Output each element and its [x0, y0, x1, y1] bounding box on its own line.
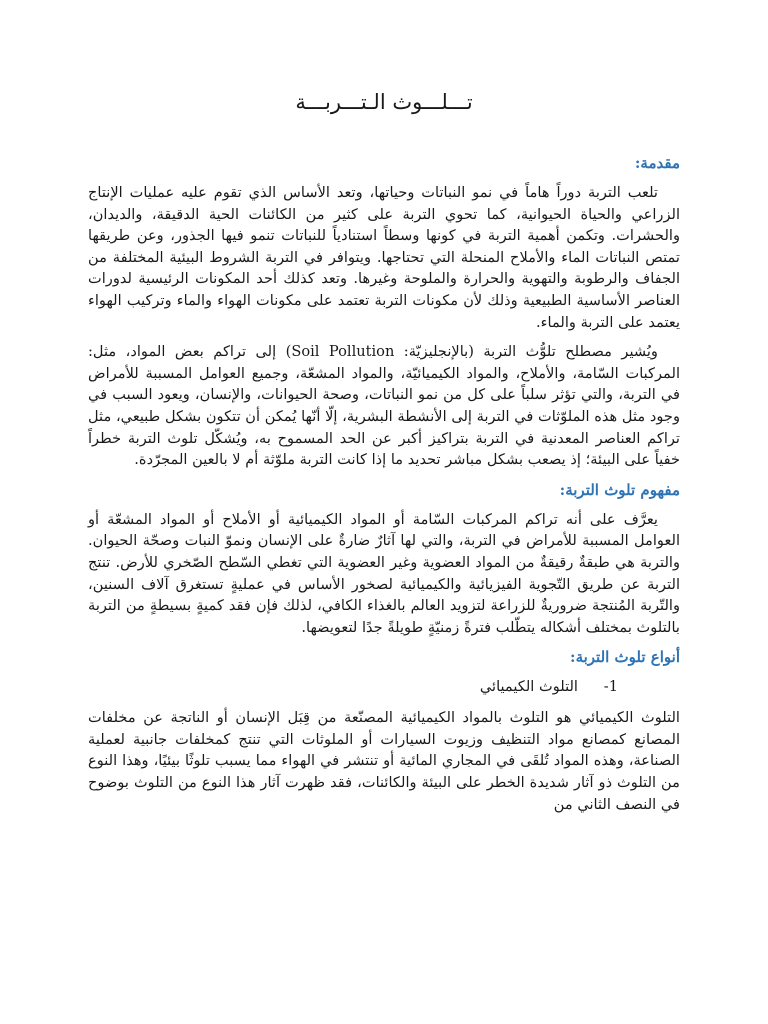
- intro-heading: مقدمة:: [634, 154, 680, 172]
- concept-heading: مفهوم تلوث التربة:: [559, 480, 680, 499]
- chemical-paragraph: التلوث الكيميائي هو التلوث بالمواد الكيميائية المصنّعة من قِبَل الإنسان أو الناتجة عن مخلفات المصانع كمصانع مواد التنظيف وزيوت السيارات أو الملوثات التي تنتج كمخلفات جانبية لعملية الصناعة، وهذه المواد تُلقَى في المجاري المائية أو تنتشر في الهواء مما يسبب تلوثًا بيئيًا، وهذا النوع من التلوث ذو آثار شديدة الخطر على البيئة والكائنات، فقد ظهرت آثار هذا النوع من التلوث بوضوح في النصف الثاني من: [88, 709, 681, 813]
- types-heading: أنواع تلوث التربة:: [570, 648, 680, 667]
- list-item-chemical: [88, 676, 680, 698]
- list-item-number: 1-: [603, 678, 618, 696]
- concept-paragraph: يعرَّف على أنه تراكم المركبات السّامة أو المواد الكيميائية أو الأملاح أو المواد المشعّة أو العوامل المسببة للأمراض في التربة، والتي لها آثارٌ ضارةٌ على الإنسان ونموّ النبات وصحّة الحيوان. والتربة هي طبقةٌ رقيقةٌ من المواد العضوية وغير العضوية التي تغطي السّطح الصّخري للأرض. تنتج التربة عن طريق التّجوية الفيزيائية والكيميائية لصخور الأساس في عمليةٍ تستغرق آلاف السنين، والتّربة المُنتجة ضروريةٌ للزراعة لتزويد العالم بالغذاء الكافي، لذلك فإن فقد كميةٍ بسيطةٍ من التربة بالتلوث بمختلف أشكاله يتطّلب فترةً زمنيّةٍ طويلةً جدًا لتعويضها.: [88, 510, 680, 636]
- intro-paragraph-1: تلعب التربة دوراً هاماً في نمو النباتات وحياتها، وتعد الأساس الذي تقوم عليه عمليات الإنتاج الزراعي والحياة الحيوانية، كما تحوي التربة على كثير من الكائنات الحية الدقيقة، والديدان، والحشرات. وتكمن أهمية التربة في كونها وسطاً استنادياً للنباتات تنمو فيها الجذور، وعن طريقها تمتص النباتات الماء والأملاح المنحلة التي تحتاجها. ويتوافر في التربة الشروط البيئية المختلفة من الجفاف والرطوبة والتهوية والحرارة والملوحة وغيرها. وتعد كذلك أحد المكونات الرئيسية لدورات العناصر الأساسية الطبيعية وذلك لأن مكونات التربة تعتمد على مكونات الهواء والماء وتركيب الهواء يعتمد على التربة والماء.: [88, 184, 680, 331]
- list-item-label: التلوث الكيميائي: [479, 678, 578, 696]
- document-title: تـــلـــوث الـتـــربـــة: [295, 90, 473, 114]
- intro-paragraph-2: ويُشير مصطلح تلوُّث التربة (بالإنجليزيّة: Soil Pollution) إلى تراكم بعض المواد، مثل: المركبات السّامة، والأملاح، والمواد الكيميائيّة، والمواد المشعّة، وجميع العوامل المسببة للأمراض في التربة، والتي تؤثر سلباً على كل من نمو النباتات، وصحة الحيوانات، والإنسان، ويعود السبب في وجود مثل هذه الملوّثات في التربة إلى الأنشطة البشرية، إلّا أنّها يُمكن أن تتكون بشكل طبيعي، مثل تراكم العناصر المعدنية في التربة بتراكيز أكبر عن الحد المسموح به، ويُشكّل تلوث التربة خطراً خفياً على البيئة؛ إذ يصعب بشكل مباشر تحديد ما إذا كانت التربة ملوّثة أم لا بالعين المجرّدة.: [88, 343, 680, 469]
